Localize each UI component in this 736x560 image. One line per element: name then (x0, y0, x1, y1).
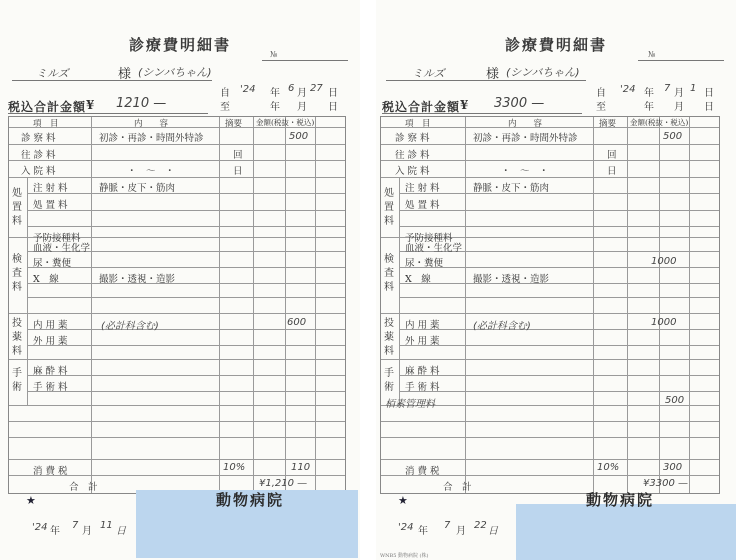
header-content: 内 容 (508, 119, 543, 129)
xray-content: 撮影・透視・造影 (99, 274, 176, 285)
yen-sign: ¥ (86, 98, 96, 112)
row-exam-content: 初診・再診・時間外特診 (99, 133, 204, 144)
issue-month-label: 月 (456, 526, 466, 537)
sama-label: 様 (486, 67, 500, 82)
tax-rate: 10% (223, 462, 246, 473)
row-injection: 注 射 料 (33, 183, 68, 194)
hospital-unit: 日 (233, 166, 243, 177)
from-month-label: 月 (674, 88, 684, 99)
row-external: 外 用 薬 (405, 336, 440, 347)
yen-sign: ¥ (460, 98, 470, 112)
row-vaccine: 予防接種料 (33, 233, 81, 244)
from-day-label: 日 (704, 88, 714, 99)
to-label: 至 (220, 102, 230, 113)
group-shujutsu: 手術 (384, 368, 394, 393)
row-vaccine: 予防接種料 (405, 233, 453, 244)
row-total: 合 計 (443, 482, 472, 493)
extra-item: 栢素管理料 (385, 399, 435, 410)
row-treatment: 処 置 料 (405, 200, 440, 211)
owner-name: ミルズ (36, 67, 69, 80)
injection-content: 静脈・皮下・筋肉 (473, 183, 550, 194)
tax-rate: 10% (597, 462, 620, 473)
from-month-label: 月 (297, 88, 307, 99)
from-year-label: 年 (644, 88, 654, 99)
row-internal: 内 用 薬 (405, 320, 440, 331)
group-toyaku: 投薬料 (384, 318, 394, 357)
issue-day-label: 日 (116, 526, 126, 537)
group-kensa: 検査料 (384, 254, 394, 293)
row-external: 外 用 薬 (33, 336, 68, 347)
grand-total: ¥3300 — (643, 478, 688, 489)
from-label: 自 (596, 88, 606, 99)
row-blood: 血液・生化学 (33, 243, 91, 254)
item-table (8, 116, 346, 494)
number-line (262, 60, 348, 61)
row-hospital: 入 院 料 (395, 166, 430, 177)
row-blood: 血液・生化学 (405, 243, 463, 254)
row-exam-fee: 診 察 料 (395, 133, 430, 144)
row-injection: 注 射 料 (405, 183, 440, 194)
row-consumption-tax: 消 費 税 (33, 466, 68, 477)
number-line (638, 60, 724, 61)
redaction-box (516, 504, 736, 560)
pet-name: (シンバちゃん) (506, 66, 580, 79)
hospital-content: ・ ～ ・ (127, 166, 175, 177)
issue-day: 11 (100, 520, 113, 531)
star-mark: ★ (26, 494, 36, 507)
form-title: 診療費明細書 (128, 36, 231, 54)
from-day: 27 (310, 83, 323, 94)
clinic-stamp: 動物病院 (216, 491, 285, 509)
number-label: № (270, 50, 278, 59)
to-month-label: 月 (297, 102, 307, 113)
row-total: 合 計 (69, 482, 98, 493)
issue-year: '24 (398, 522, 414, 533)
internal-note: (必計科含む) (101, 321, 159, 332)
issue-year-label: 年 (418, 526, 428, 537)
issue-day: 22 (474, 520, 487, 531)
row-house-call: 往 診 料 (21, 150, 56, 161)
to-label: 至 (596, 102, 606, 113)
extra-amount: 500 (665, 395, 685, 406)
to-day-label: 日 (704, 102, 714, 113)
row-xray: X 線 (405, 274, 431, 285)
header-item: 項 目 (33, 119, 59, 129)
from-year: '24 (620, 84, 636, 95)
group-shochi: 処置料 (384, 188, 394, 227)
row-surgery: 手 術 料 (405, 382, 440, 393)
from-day-label: 日 (328, 88, 338, 99)
internal-amount: 1000 (651, 317, 677, 328)
total-tax-label: 税込合計金額 (382, 100, 461, 114)
row-urine: 尿・糞便 (33, 258, 72, 269)
to-year-label: 年 (270, 102, 280, 113)
footer-print-code: WNB5 動物病院 (株) (380, 553, 429, 559)
house-call-unit: 回 (233, 150, 243, 161)
total-amount: 1210 — (116, 96, 167, 111)
clinic-stamp: 動物病院 (586, 491, 655, 509)
owner-name: ミルズ (412, 67, 445, 80)
to-year-label: 年 (644, 102, 654, 113)
from-day: 1 (690, 83, 697, 94)
row-exam-content: 初診・再診・時間外特診 (473, 133, 578, 144)
to-month-label: 月 (674, 102, 684, 113)
tax-amount: 110 (291, 462, 311, 473)
row-house-call: 往 診 料 (395, 150, 430, 161)
issue-day-label: 日 (488, 526, 498, 537)
row-consumption-tax: 消 費 税 (405, 466, 440, 477)
group-shujutsu: 手術 (12, 368, 22, 393)
injection-content: 静脈・皮下・筋肉 (99, 183, 176, 194)
hospital-content: ・ ～ ・ (501, 166, 549, 177)
invoice-sheet-right (376, 0, 736, 560)
header-note: 摘要 (225, 119, 243, 129)
xray-content: 撮影・透視・造影 (473, 274, 550, 285)
row-anesthesia: 麻 酔 料 (33, 366, 68, 377)
header-amount: 金額(税抜・税込) (630, 118, 689, 127)
from-month: 6 (288, 83, 295, 94)
row-surgery: 手 術 料 (33, 382, 68, 393)
from-month: 7 (664, 83, 671, 94)
issue-month-label: 月 (82, 526, 92, 537)
from-year-label: 年 (270, 88, 280, 99)
pet-name: (シンバちゃん) (138, 66, 212, 79)
name-line (12, 80, 212, 81)
row-xray: X 線 (33, 274, 59, 285)
row-hospital: 入 院 料 (21, 166, 56, 177)
exam-amount: 500 (289, 131, 309, 142)
group-shochi: 処置料 (12, 188, 22, 227)
header-content: 内 容 (134, 119, 169, 129)
row-anesthesia: 麻 酔 料 (405, 366, 440, 377)
issue-year-label: 年 (50, 526, 60, 537)
number-label: № (648, 50, 656, 59)
sama-label: 様 (118, 67, 132, 82)
hospital-unit: 日 (607, 166, 617, 177)
group-toyaku: 投薬料 (12, 318, 22, 357)
to-day-label: 日 (328, 102, 338, 113)
header-note: 摘要 (599, 119, 617, 129)
row-urine: 尿・糞便 (405, 258, 444, 269)
star-mark: ★ (398, 494, 408, 507)
issue-month: 7 (444, 520, 451, 531)
item-table (380, 116, 720, 494)
form-title: 診療費明細書 (504, 36, 607, 54)
from-year: '24 (240, 84, 256, 95)
issue-year: '24 (32, 522, 48, 533)
invoice-sheet-left (0, 0, 360, 560)
page-gutter (360, 0, 376, 560)
amount-line (382, 113, 582, 114)
total-tax-label: 税込合計金額 (8, 100, 87, 114)
house-call-unit: 回 (607, 150, 617, 161)
grand-total: ¥1,210 — (259, 478, 308, 489)
amount-line (8, 113, 208, 114)
row-treatment: 処 置 料 (33, 200, 68, 211)
header-amount: 金額(税抜・税込) (256, 118, 315, 127)
urine-amount: 1000 (651, 256, 677, 267)
tax-amount: 300 (663, 462, 683, 473)
exam-amount: 500 (663, 131, 683, 142)
group-kensa: 検査料 (12, 254, 22, 293)
internal-note: (必計科含む) (473, 321, 531, 332)
issue-month: 7 (72, 520, 79, 531)
row-exam-fee: 診 察 料 (21, 133, 56, 144)
total-amount: 3300 — (494, 96, 545, 111)
from-label: 自 (220, 88, 230, 99)
name-line (386, 80, 586, 81)
header-item: 項 目 (405, 119, 431, 129)
internal-amount: 600 (287, 317, 307, 328)
row-internal: 内 用 薬 (33, 320, 68, 331)
